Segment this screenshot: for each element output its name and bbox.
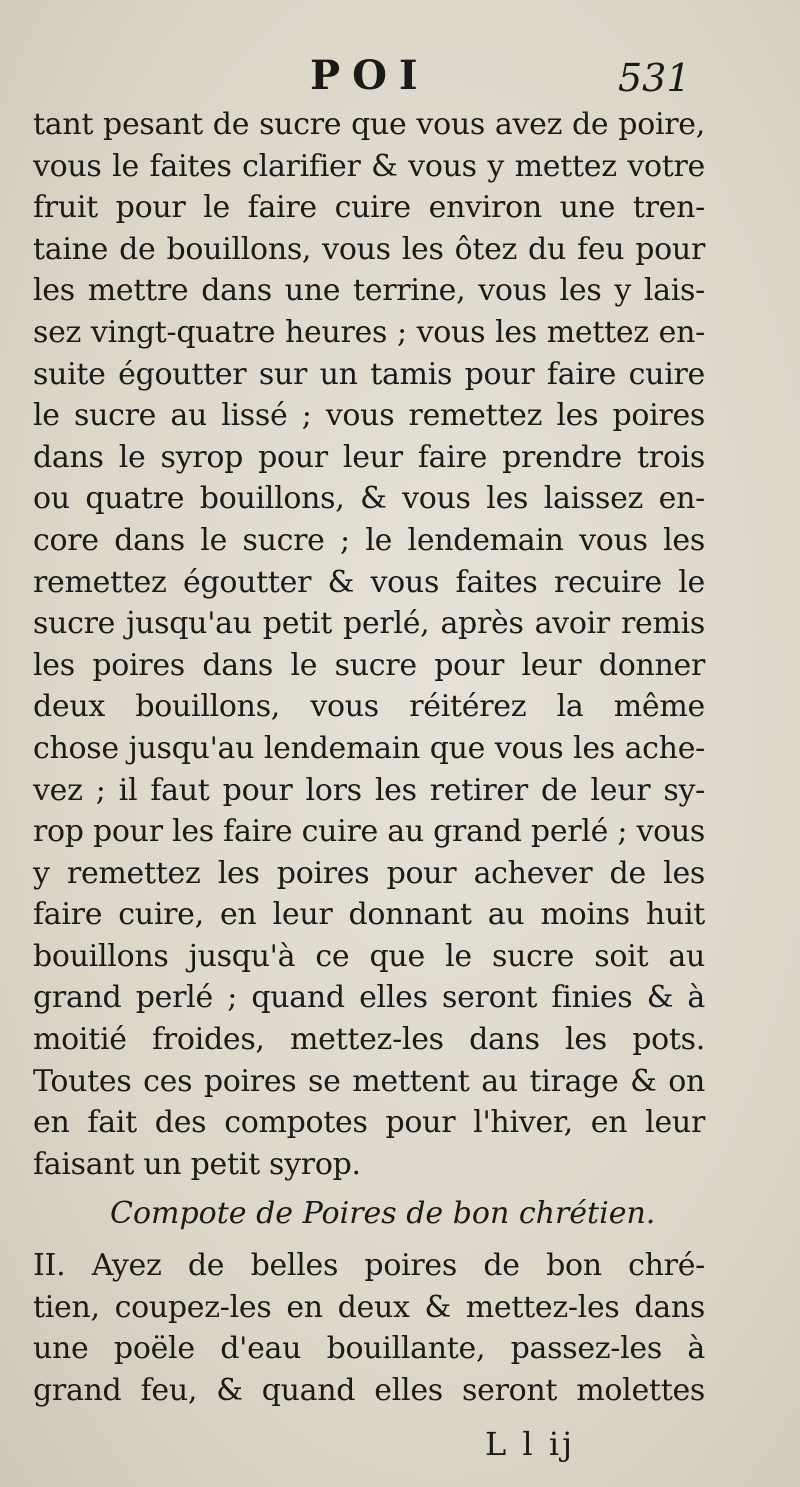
text-line: tant pesant de sucre que vous avez de poire, xyxy=(33,107,705,142)
text-line: suite égoutter sur un tamis pour faire cuire xyxy=(33,356,705,392)
text-line: taine de bouillons, vous les ôtez du feu pour xyxy=(33,231,705,267)
running-head: POI xyxy=(310,52,430,99)
text-line: bouillons jusqu'à ce que le sucre soit au xyxy=(33,938,705,974)
text-line: fruit pour le faire cuire environ une tren- xyxy=(33,190,705,226)
page-number: 531 xyxy=(618,56,691,100)
section-subheading: Compote de Poires de bon chrétien. xyxy=(110,1196,656,1231)
paragraph-1 xyxy=(33,104,705,1185)
text-line: deux bouillons, vous réitérez la même xyxy=(33,689,705,725)
text-line: grand feu, & quand elles seront molettes xyxy=(33,1372,705,1408)
text-line: en fait des compotes pour l'hiver, en leur xyxy=(33,1105,705,1141)
text-line: vous le faites clarifier & vous y mettez votre xyxy=(33,148,705,184)
text-line: core dans le sucre ; le lendemain vous les xyxy=(33,522,705,558)
signature-mark: L l ij xyxy=(485,1425,575,1463)
text-line: Toutes ces poires se mettent au tirage & on xyxy=(33,1063,705,1099)
text-line: sez vingt-quatre heures ; vous les mettez en- xyxy=(33,314,705,350)
text-line: faire cuire, en leur donnant au moins huit xyxy=(33,897,705,933)
text-line: sucre jusqu'au petit perlé, après avoir remis xyxy=(33,606,705,642)
text-line: tien, coupez-les en deux & mettez-les dans xyxy=(33,1289,705,1325)
text-line: chose jusqu'au lendemain que vous les ache- xyxy=(33,730,705,766)
text-line: rop pour les faire cuire au grand perlé ; vous xyxy=(33,814,705,850)
text-line: moitié froides, mettez-les dans les pots. xyxy=(33,1022,705,1058)
text-line: le sucre au lissé ; vous remettez les poires xyxy=(33,398,705,434)
text-line: les mettre dans une terrine, vous les y lais- xyxy=(33,273,705,309)
paragraph-2 xyxy=(33,1245,705,1411)
text-line: grand perlé ; quand elles seront finies & à xyxy=(33,980,705,1016)
text-line: II. Ayez de belles poires de bon chré- xyxy=(33,1248,705,1283)
text-line: une poële d'eau bouillante, passez-les à xyxy=(33,1331,705,1367)
text-line: faisant un petit syrop. xyxy=(33,1146,361,1182)
text-line: ou quatre bouillons, & vous les laissez en- xyxy=(33,481,705,517)
page-header xyxy=(0,52,800,102)
text-line: les poires dans le sucre pour leur donner xyxy=(33,647,705,683)
text-line: y remettez les poires pour achever de les xyxy=(33,855,705,891)
text-line: remettez égoutter & vous faites recuire le xyxy=(33,564,705,600)
text-line: dans le syrop pour leur faire prendre trois xyxy=(33,439,705,475)
text-line: vez ; il faut pour lors les retirer de leur sy- xyxy=(33,772,705,808)
